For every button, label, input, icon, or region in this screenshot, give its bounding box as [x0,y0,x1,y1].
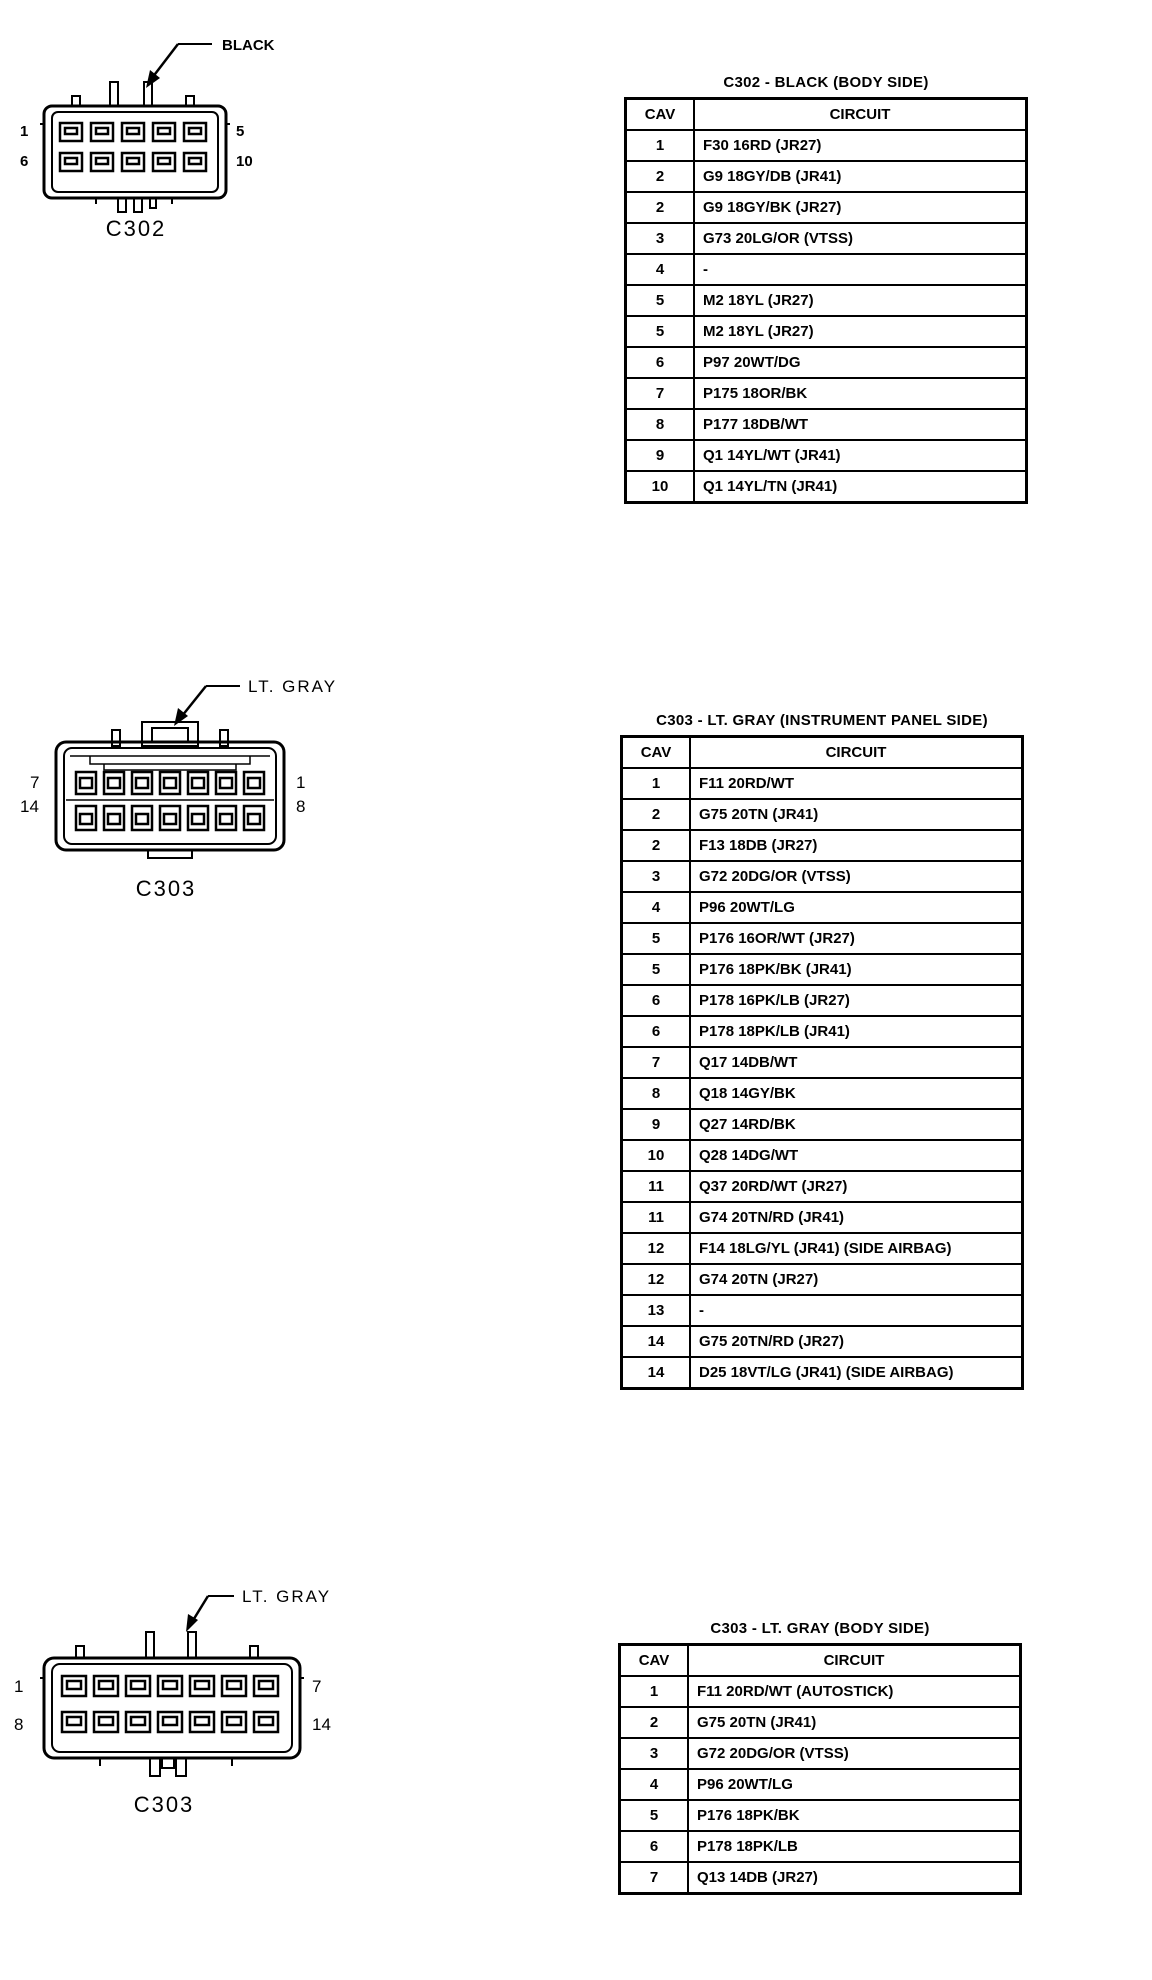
c303-ip-callout-arrow [182,686,206,716]
circuit-cell: G75 20TN (JR41) [690,799,1023,830]
c303-ip-pinout-table [620,735,1024,1390]
c302-table-body [626,130,1027,503]
cav-cell: 11 [622,1202,691,1233]
table-row [622,892,1023,923]
c303-ip-color-callout: LT. GRAY [248,677,338,696]
cav-cell: 4 [620,1769,689,1800]
table-row [620,1676,1021,1707]
circuit-cell: G9 18GY/DB (JR41) [694,161,1027,192]
table-row [622,1047,1023,1078]
c303-body-connector-label: C303 [133,1792,195,1817]
c303-ip-pin-label-bottom-left: 14 [20,797,39,816]
circuit-cell: P176 18PK/BK (JR41) [690,954,1023,985]
table-row [622,1016,1023,1047]
circuit-column-header: CIRCUIT [688,1645,1021,1677]
circuit-cell: G74 20TN/RD (JR41) [690,1202,1023,1233]
circuit-cell: Q28 14DG/WT [690,1140,1023,1171]
table-row [622,1326,1023,1357]
c302-callout-arrow [152,44,178,78]
c303-body-pin-label-top-right: 7 [312,1677,322,1696]
circuit-cell: F14 18LG/YL (JR41) (SIDE AIRBAG) [690,1233,1023,1264]
circuit-column-header: CIRCUIT [690,737,1023,769]
table-row [626,223,1027,254]
circuit-cell: F11 20RD/WT (AUTOSTICK) [688,1676,1021,1707]
c302-table-block [624,74,1028,504]
c302-pinout-table [624,97,1028,504]
c303-body-connector-drawing [0,1560,360,1820]
c303-ip-table-block [620,712,1024,1390]
c303-body-table-body [620,1676,1021,1894]
cav-cell: 3 [620,1738,689,1769]
table-row [620,1862,1021,1894]
cav-cell: 5 [622,923,691,954]
cav-cell: 14 [622,1326,691,1357]
cav-cell: 9 [622,1109,691,1140]
cav-cell: 8 [626,409,695,440]
circuit-cell: P96 20WT/LG [688,1769,1021,1800]
table-row [620,1738,1021,1769]
cav-cell: 1 [626,130,695,161]
cav-cell: 1 [622,768,691,799]
c303-ip-table-body [622,768,1023,1389]
cav-cell: 8 [622,1078,691,1109]
table-row [622,1264,1023,1295]
table-row [626,409,1027,440]
circuit-cell: Q27 14RD/BK [690,1109,1023,1140]
cav-cell: 7 [622,1047,691,1078]
c303-body-color-callout: LT. GRAY [242,1587,332,1606]
c302-pin-label-top-right: 5 [236,123,245,140]
circuit-cell: Q17 14DB/WT [690,1047,1023,1078]
circuit-cell: Q1 14YL/WT (JR41) [694,440,1027,471]
circuit-cell: M2 18YL (JR27) [694,285,1027,316]
table-row [626,285,1027,316]
c303-ip-pin-label-top-left: 7 [30,773,40,792]
table-row [626,192,1027,223]
circuit-cell: D25 18VT/LG (JR41) (SIDE AIRBAG) [690,1357,1023,1389]
cav-cell: 6 [622,1016,691,1047]
table-row [626,440,1027,471]
circuit-cell: F11 20RD/WT [690,768,1023,799]
circuit-cell: M2 18YL (JR27) [694,316,1027,347]
circuit-cell: P175 18OR/BK [694,378,1027,409]
connector-section-c302 [0,0,1152,560]
circuit-cell: P176 16OR/WT (JR27) [690,923,1023,954]
table-header-row [626,99,1027,131]
circuit-cell: G72 20DG/OR (VTSS) [690,861,1023,892]
c303-ip-connector-drawing [0,660,360,920]
cav-cell: 2 [626,161,695,192]
table-row [622,1357,1023,1389]
table-row [622,1233,1023,1264]
cav-cell: 5 [626,285,695,316]
cav-cell: 12 [622,1264,691,1295]
cav-column-header: CAV [622,737,691,769]
cav-cell: 9 [626,440,695,471]
circuit-cell: G72 20DG/OR (VTSS) [688,1738,1021,1769]
table-row [626,347,1027,378]
table-row [626,378,1027,409]
c303-body-pinout-table [618,1643,1022,1895]
c303-ip-pin-label-top-right: 1 [296,773,306,792]
table-row [620,1707,1021,1738]
cav-cell: 3 [622,861,691,892]
circuit-cell: Q1 14YL/TN (JR41) [694,471,1027,503]
c303-body-cavity-grid [62,1676,278,1732]
table-row [620,1831,1021,1862]
table-row [622,985,1023,1016]
c303-body-pin-label-bottom-left: 8 [14,1715,24,1734]
c303-body-pin-label-top-left: 1 [14,1677,24,1696]
cav-cell: 5 [620,1800,689,1831]
c302-table-title: C302 - BLACK (BODY SIDE) [723,74,929,91]
cav-cell: 6 [620,1831,689,1862]
circuit-cell: G75 20TN (JR41) [688,1707,1021,1738]
table-header-row [622,737,1023,769]
cav-cell: 2 [620,1707,689,1738]
circuit-cell: P96 20WT/LG [690,892,1023,923]
cav-cell: 2 [626,192,695,223]
cav-cell: 13 [622,1295,691,1326]
circuit-column-header: CIRCUIT [694,99,1027,131]
circuit-cell: - [690,1295,1023,1326]
table-row [622,861,1023,892]
cav-column-header: CAV [626,99,695,131]
table-row [626,471,1027,503]
c303-body-housing [44,1658,300,1758]
c303-body-table-title: C303 - LT. GRAY (BODY SIDE) [710,1620,930,1637]
c302-color-callout: BLACK [222,37,275,54]
table-row [626,254,1027,285]
c303-ip-cavity-grid [76,772,264,830]
circuit-cell: Q37 20RD/WT (JR27) [690,1171,1023,1202]
table-row [622,830,1023,861]
table-row [626,161,1027,192]
table-row [622,1078,1023,1109]
c303-body-table-block [618,1620,1022,1895]
circuit-cell: P178 18PK/LB (JR41) [690,1016,1023,1047]
table-row [622,1109,1023,1140]
circuit-cell: P178 18PK/LB [688,1831,1021,1862]
cav-cell: 12 [622,1233,691,1264]
cav-cell: 4 [622,892,691,923]
cav-cell: 14 [622,1357,691,1389]
cav-cell: 7 [620,1862,689,1894]
circuit-cell: G74 20TN (JR27) [690,1264,1023,1295]
c302-cavity-grid [60,123,206,171]
circuit-cell: G73 20LG/OR (VTSS) [694,223,1027,254]
c302-connector-drawing [0,20,300,280]
circuit-cell: G75 20TN/RD (JR27) [690,1326,1023,1357]
table-row [626,316,1027,347]
c303-body-pin-label-bottom-right: 14 [312,1715,331,1734]
circuit-cell: - [694,254,1027,285]
table-row [622,1171,1023,1202]
cav-cell: 4 [626,254,695,285]
circuit-cell: P97 20WT/DG [694,347,1027,378]
table-row [622,923,1023,954]
table-row [622,768,1023,799]
cav-cell: 1 [620,1676,689,1707]
cav-cell: 3 [626,223,695,254]
table-header-row [620,1645,1021,1677]
circuit-cell: P178 16PK/LB (JR27) [690,985,1023,1016]
circuit-cell: G9 18GY/BK (JR27) [694,192,1027,223]
c303-ip-connector-label: C303 [135,876,197,901]
table-row [626,130,1027,161]
table-row [622,1295,1023,1326]
c303-ip-table-title: C303 - LT. GRAY (INSTRUMENT PANEL SIDE) [656,712,988,729]
circuit-cell: Q13 14DB (JR27) [688,1862,1021,1894]
c302-pin-label-bottom-left: 6 [20,153,29,170]
circuit-cell: Q18 14GY/BK [690,1078,1023,1109]
cav-cell: 5 [626,316,695,347]
cav-cell: 10 [622,1140,691,1171]
table-row [622,799,1023,830]
cav-cell: 7 [626,378,695,409]
table-row [620,1800,1021,1831]
cav-cell: 2 [622,830,691,861]
table-row [622,1202,1023,1233]
c303-ip-pin-label-bottom-right: 8 [296,797,306,816]
cav-cell: 5 [622,954,691,985]
table-row [622,1140,1023,1171]
cav-column-header: CAV [620,1645,689,1677]
table-row [622,954,1023,985]
cav-cell: 11 [622,1171,691,1202]
connector-section-c303-ip [0,660,1152,1480]
cav-cell: 2 [622,799,691,830]
table-row [620,1769,1021,1800]
cav-cell: 10 [626,471,695,503]
c302-pin-label-top-left: 1 [20,123,29,140]
circuit-cell: F13 18DB (JR27) [690,830,1023,861]
c302-connector-label: C302 [105,216,167,241]
c302-pin-label-bottom-right: 10 [236,153,253,170]
cav-cell: 6 [622,985,691,1016]
circuit-cell: P177 18DB/WT [694,409,1027,440]
connector-section-c303-body [0,1560,1152,1980]
circuit-cell: F30 16RD (JR27) [694,130,1027,161]
cav-cell: 6 [626,347,695,378]
circuit-cell: P176 18PK/BK [688,1800,1021,1831]
